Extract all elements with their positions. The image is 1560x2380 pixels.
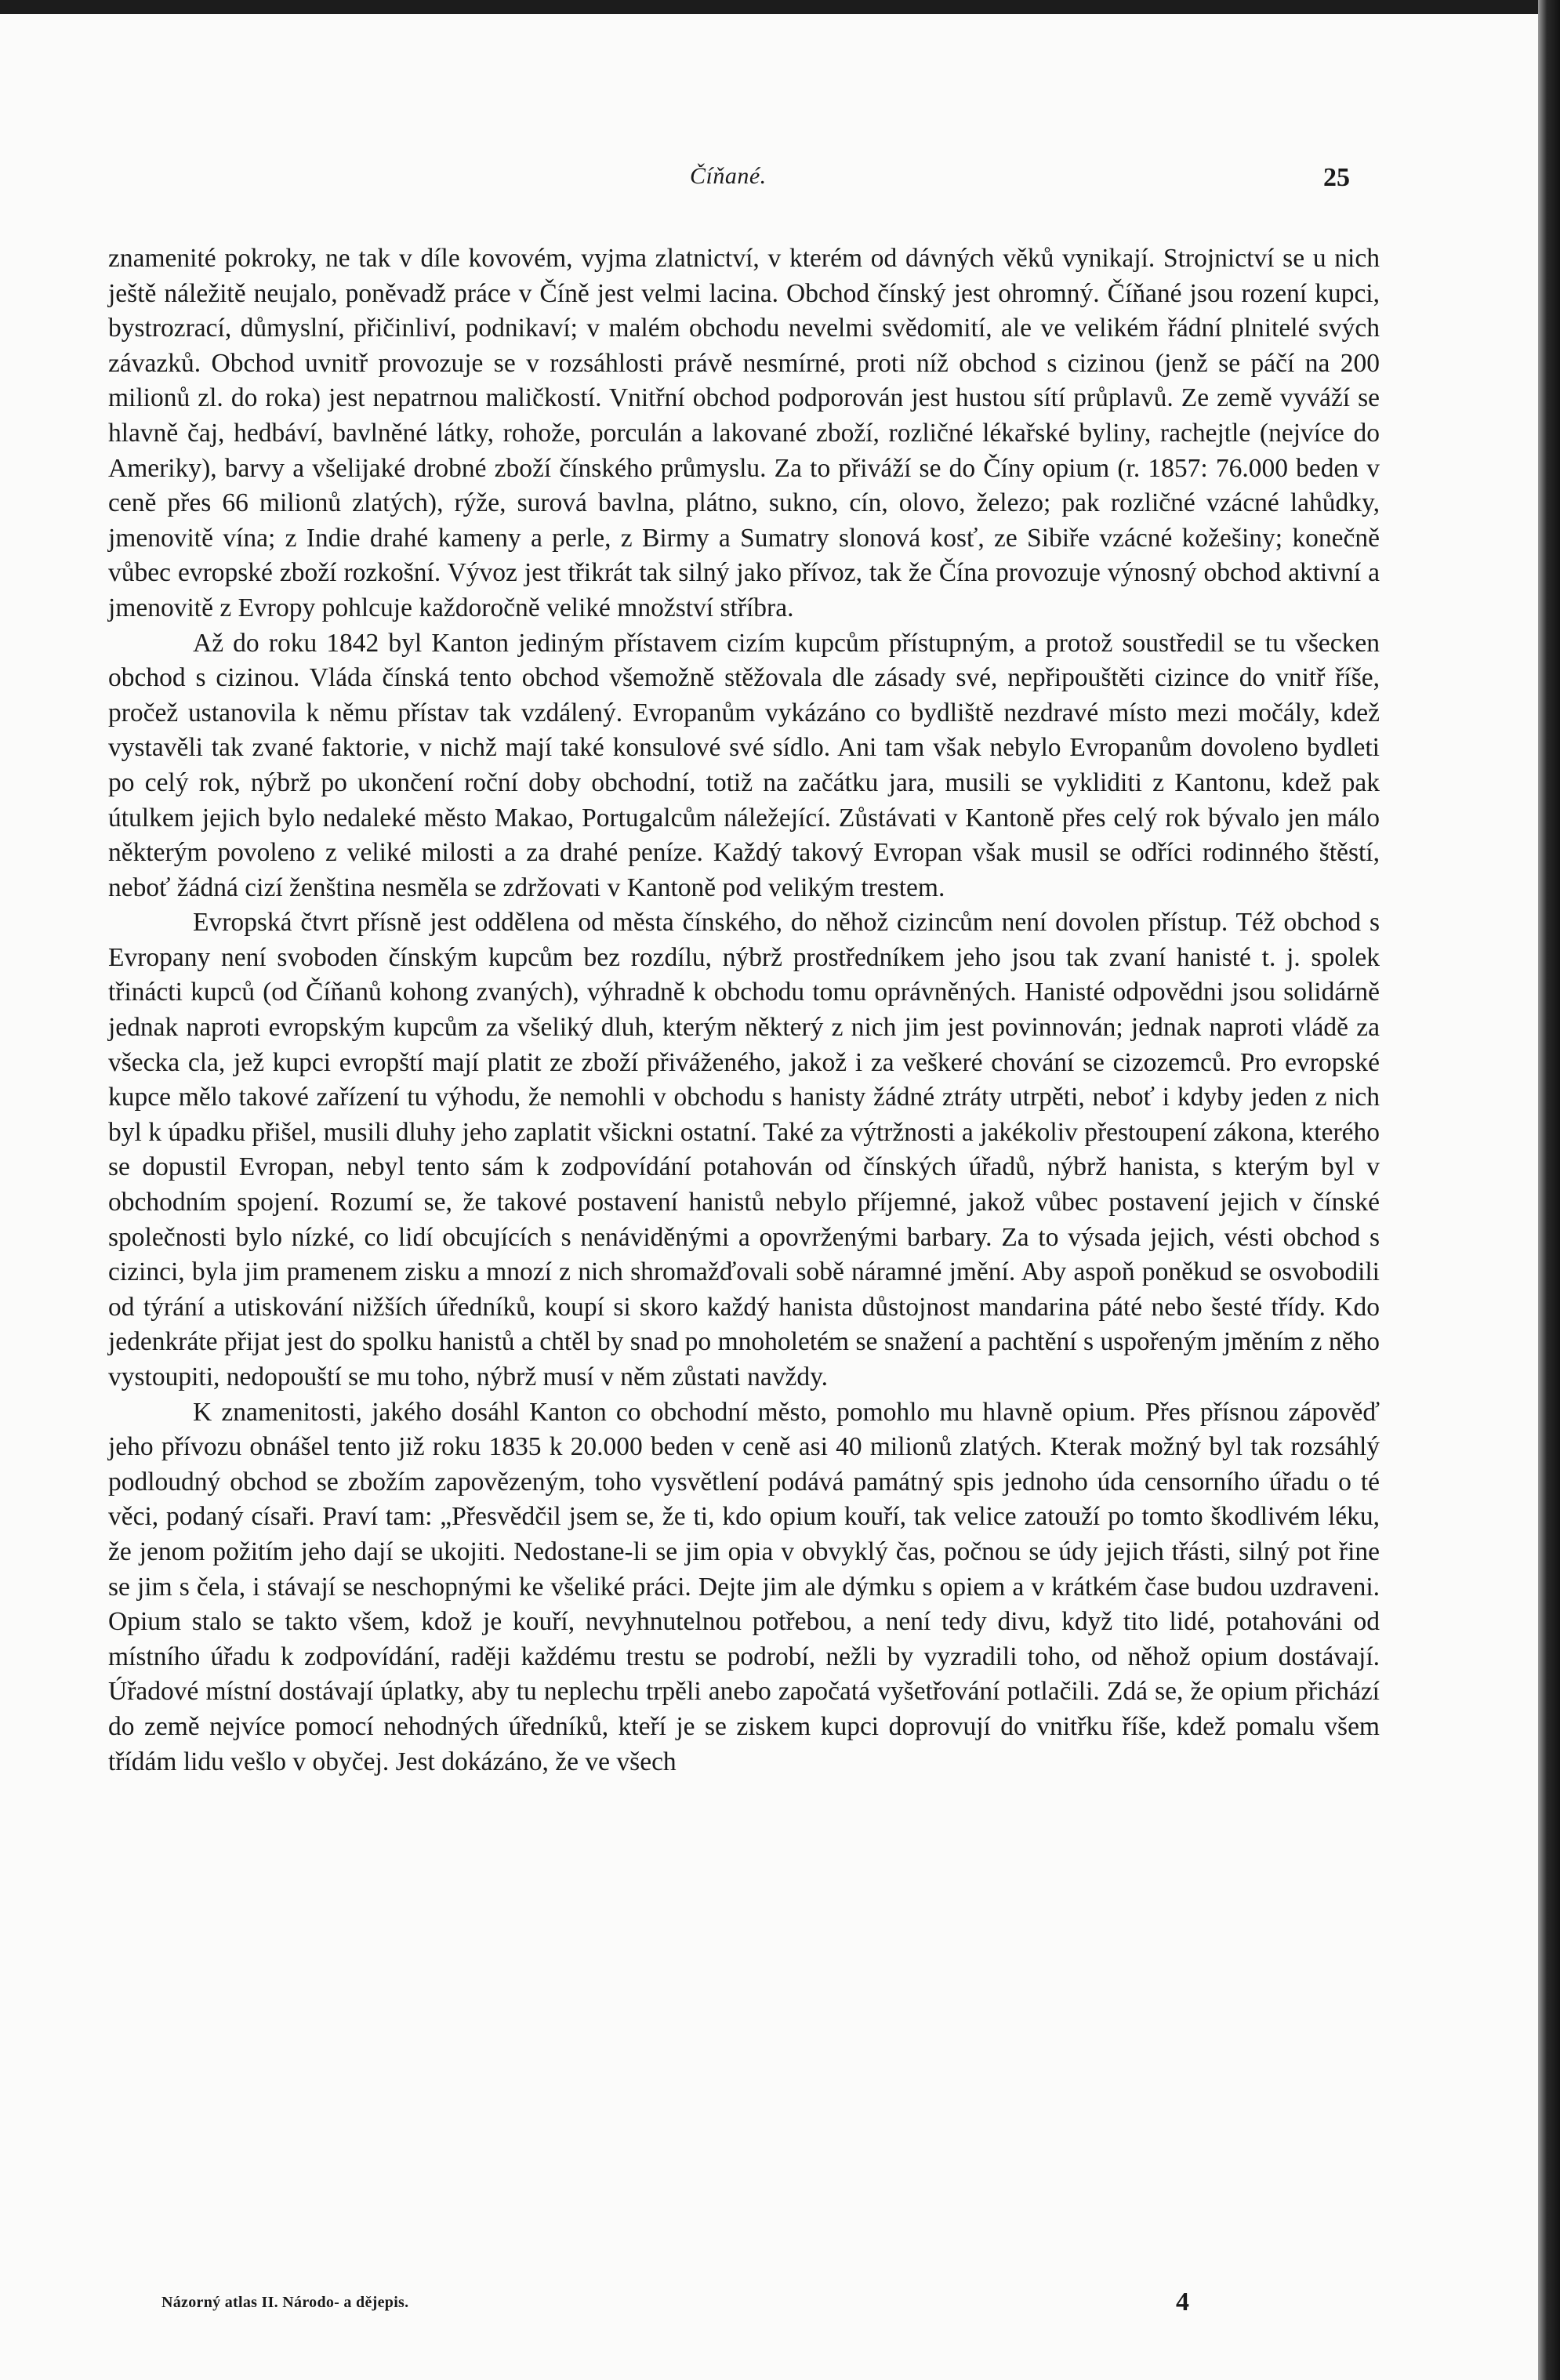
paragraph-opium: K znamenitosti, jakého dosáhl Kanton co obchodní město, pomohlo mu hlavně opium. Přes přísnou zápověď jeho přívozu obnášel tento již roku 1835 k 20.000 beden v ceně asi 40 milionů zlatých. Kterak možný byl tak rozsáhlý podloudný obchod se zbožím zapovězeným, toho vysvětlení podává památný spis jednoho úda censorního úřadu o té věci, podaný císaři. Praví tam: „Přesvědčil jsem se, že ti, kdo opium kouří, tak velice zatouží po tomto škodlivém léku, že jenom požitím jeho dají se ukojiti. Nedostane-li se jim opia v obvyklý čas, počnou se údy jejich třásti, silný pot řine se jim s čela, i stávají se neschopnými ke všeliké práci. Dejte jim ale dýmku s opiem a v krátkém čase budou uzdraveni. Opium stalo se takto všem, kdož je kouří, nevyhnutelnou potřebou, a není tedy divu, když tito lidé, potahováni od místního úřadu k zodpovídání, raději každému trestu se podrobí, nežli by vyzradili toho, od něhož opium dostávají. Úřadové místní dostávají úplatky, aby tu neplechu trpěli anebo započatá vyšetřování potlačili. Zdá se, že opium přichází do země nejvíce pomocí nehodných úředníků, kteří je se ziskem kupci doprovují do vnitřku říše, kdež pomalu všem třídám lidu vešlo v obyčej. Jest dokázáno, že ve všech: [108, 1397, 1380, 1776]
running-title: Číňané.: [690, 163, 767, 189]
signature-mark: 4: [1176, 2287, 1189, 2317]
paragraph-trade: znamenité pokroky, ne tak v díle kovovém, vyjma zlatnictví, v kterém od dávných věků vynikají. Strojnictví se u nich ještě náležitě neujalo, poněvadž práce v Číně jest velmi lacina. Obchod čínský jest ohromný. Číňané jsou rození kupci, bystrozrací, důmyslní, přičinliví, podnikaví; v malém obchodu nevelmi svědomití, ale ve velikém řádní plnitelé svých závazků. Obchod uvnitř provozuje se v rozsáhlosti právě nesmírné, proti níž obchod s cizinou (jenž se páčí na 200 milionů zl. do roka) jest nepatrnou maličkostí. Vnitřní obchod podporován jest hustou sítí průplavů. Ze země vyváží se hlavně čaj, hedbáví, bavlněné látky, rohože, porculán a lakované zboží, rozličné lékařské byliny, rachejtle (nejvíce do Ameriky), barvy a všelijaké drobné zboží čínského průmyslu. Za to přiváží se do Číny opium (r. 1857: 76.000 beden v ceně přes 66 milionů zlatých), rýže, surová bavlna, plátno, sukno, cín, olovo, železo; pak rozličné vzácné lahůdky, jmenovitě vína; z Indie drahé kameny a perle, z Birmy a Sumatry slonová kosť, ze Sibiře vzácné kožešiny; konečně vůbec evropské zboží rozkošní. Vývoz jest třikrát tak silný jako přívoz, tak že Čína provozuje výnosný obchod aktivní a jmenovitě z Evropy pohlcuje každoročně veliké množství stříbra.: [108, 244, 1380, 622]
body-text: [108, 241, 1380, 1780]
scan-border-top: [0, 0, 1560, 14]
running-head: [0, 163, 1538, 194]
paragraph-canton-port: Až do roku 1842 byl Kanton jediným přístavem cizím kupcům přístupným, a protož soustředil se tu všecken obchod s cizinou. Vláda čínská tento obchod všemožně stěžovala dle zásady své, nepřipouštěti cizince do vnitř říše, pročež ustanovila k němu přístav tak vzdálený. Evropanům vykázáno co bydliště nezdravé místo mezi močály, kdež vystavěli tak zvané faktorie, v nichž mají také konsulové své sídlo. Ani tam však nebylo Evropanům dovoleno bydleti po celý rok, nýbrž po ukončení roční doby obchodní, totiž na začátku jara, musili se vykliditi z Kantonu, kdež pak útulkem jejich bylo nedaleké město Makao, Portugalcům náležející. Zůstávati v Kantoně přes celý rok bývalo jen málo některým povoleno z veliké milosti a za drahé peníze. Každý takový Evropan však musil se odříci rodinného štěstí, neboť žádná cizí ženština nesměla se zdržovati v Kantoně pod velikým trestem.: [108, 628, 1380, 902]
page-number: 25: [1323, 163, 1350, 192]
scan-border-right: [1538, 0, 1560, 2380]
footer-note: Názorný atlas II. Národo- a dějepis.: [161, 2294, 409, 2311]
paragraph-hong-merchants: Evropská čtvrt přísně jest oddělena od města čínského, do něhož cizincům není dovolen přístup. Též obchod s Evropany není svoboden čínským kupcům bez rozdílu, nýbrž prostředníkem jeho jsou tak zvaní hanisté t. j. spolek třinácti kupců (od Číňanů kohong zvaných), výhradně k obchodu tomu oprávněných. Hanisté odpovědni jsou solidárně jednak naproti evropským kupcům za všeliký dluh, kterým některý z nich jim jest povinnován; jednak naproti vládě za všecka cla, jež kupci evropští mají platit ze zboží přiváženého, jakož i za veškeré chování se cizozemců. Pro evropské kupce mělo takové zařízení tu výhodu, že nemohli v obchodu s hanisty žádné ztráty utrpěti, neboť i kdyby jeden z nich byl k úpadku přišel, musili dluhy jeho zaplatit všickni ostatní. Také za výtržnosti a jakékoliv přestoupení zákona, kterého se dopustil Evropan, nebyl tento sám k zodpovídání potahován od čínských úřadů, nýbrž hanista, s kterým byl v obchodním spojení. Rozumí se, že takové postavení hanistů nebylo příjemné, jakož vůbec postavení jejich v čínské společnosti bylo nízké, co lidí obcujících s nenáviděnými a opovrženými barbary. Za to výsada jejich, vésti obchod s cizinci, byla jim pramenem zisku a mnozí z nich shromažďovali sobě náramné jmění. Aby aspoň poněkud se osvobodili od týrání a utiskování nižších úředníků, koupí si skoro každý hanista důstojnost mandarina páté nebo šesté třídy. Kdo jedenkráte přijat jest do spolku hanistů a chtěl by snad po mnoholetém se snažení a pachtění s uspořeným jměním z něho vystoupiti, nedopouští se mu toho, nýbrž musí v něm zůstati navždy.: [108, 908, 1380, 1391]
page-footer: [0, 2287, 1538, 2327]
book-page: [0, 14, 1538, 2380]
